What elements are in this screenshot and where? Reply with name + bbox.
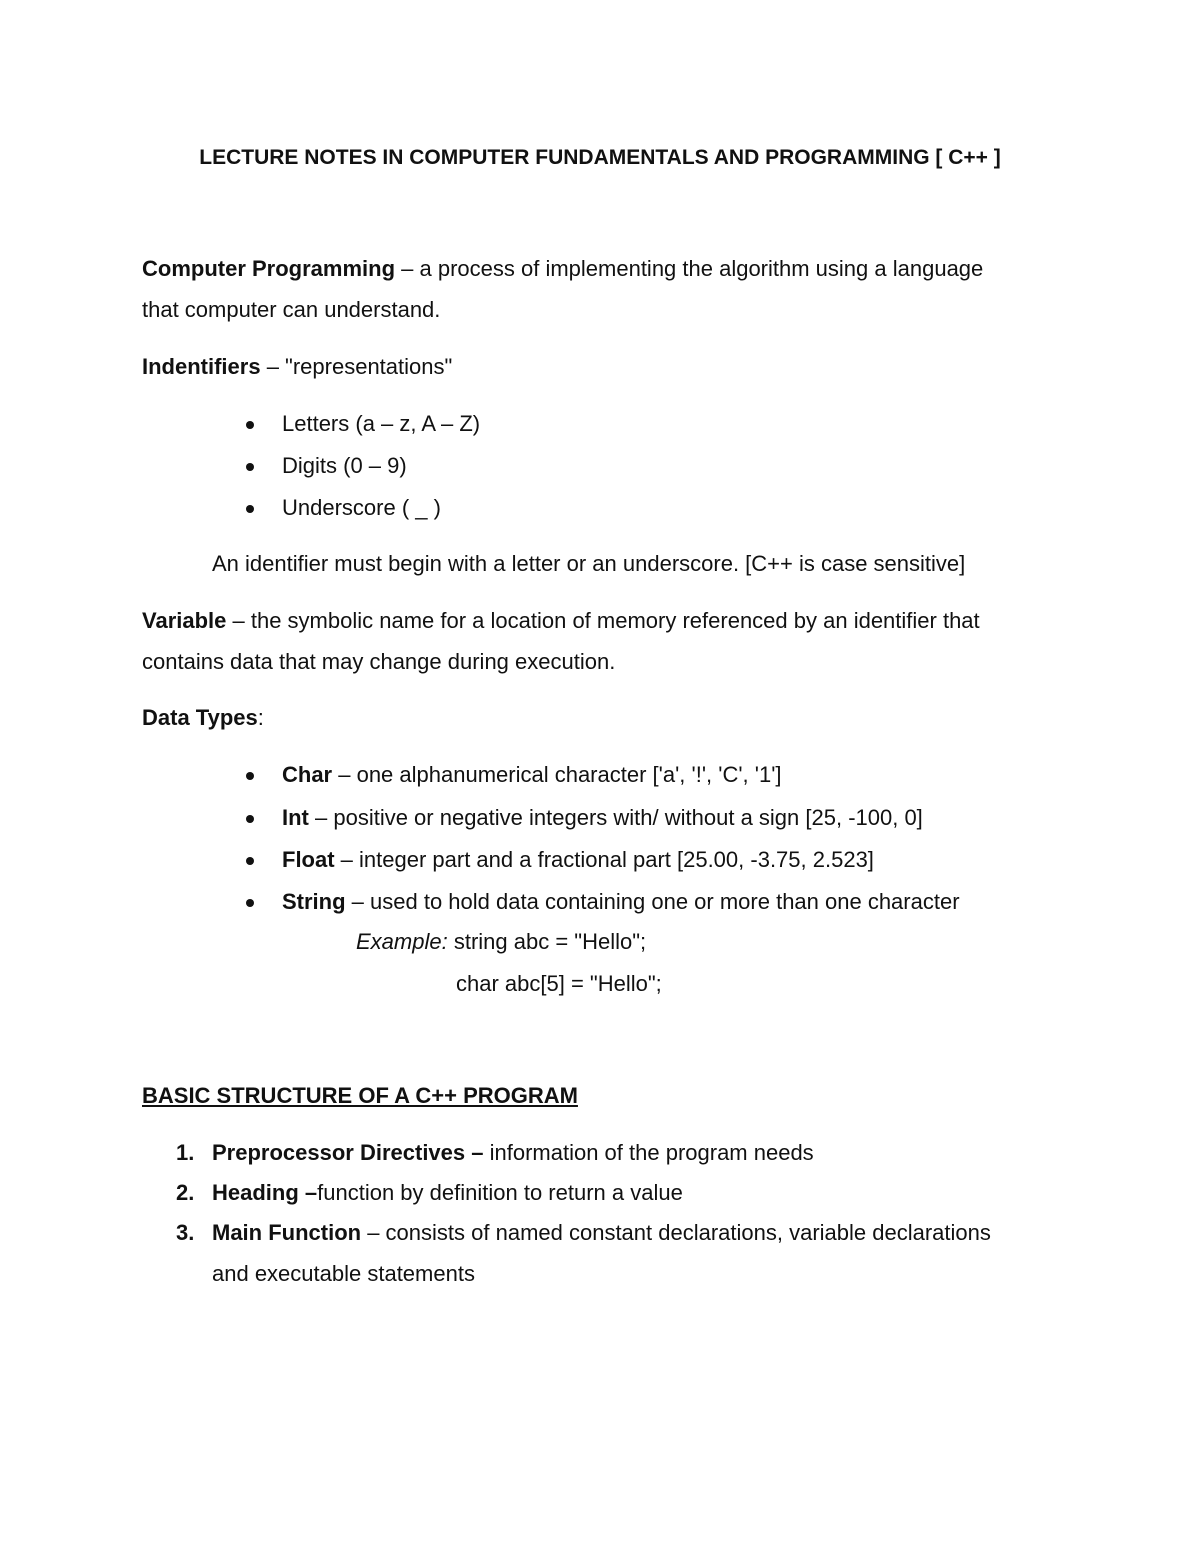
list-number: 2. [176,1180,195,1205]
example-line1 [356,931,646,953]
structure-item [212,1222,991,1244]
data-type-item [282,891,960,913]
example-code2: char abc[5] = "Hello"; [456,971,662,996]
identifiers-line [142,356,452,378]
data-type-desc: – one alphanumerical character ['a', '!', 'C', '1'] [332,762,782,787]
bullet-icon [246,505,254,513]
identifier-item: Letters (a – z, A – Z) [282,411,481,436]
data-type-term: Int [282,805,309,830]
data-type-desc: – used to hold data containing one or more than one character [345,889,960,914]
identifier-item: Underscore ( _ ) [282,495,441,520]
identifier-item: Digits (0 – 9) [282,453,407,478]
list-number: 1. [176,1140,195,1165]
bullet-icon [246,857,254,865]
page-title: LECTURE NOTES IN COMPUTER FUNDAMENTALS AND PROGRAMMING [ C++ ] [199,146,1001,169]
structure-term: Preprocessor Directives – [212,1140,484,1165]
bullet-icon [246,899,254,907]
example-label: Example: [356,929,448,954]
variable-def2: contains data that may change during execution. [142,649,616,674]
variable-line1 [142,610,980,632]
data-types-heading-line [142,707,264,729]
data-type-item [282,764,782,786]
structure-desc: information of the program needs [483,1140,814,1165]
bullet-icon [246,772,254,780]
computer-programming-def2: that computer can understand. [142,297,441,322]
basic-structure-heading: BASIC STRUCTURE OF A C++ PROGRAM [142,1083,578,1108]
identifiers-def: – "representations" [260,354,453,379]
computer-programming-def1: – a process of implementing the algorithm using a language [395,256,984,281]
identifiers-note: An identifier must begin with a letter or an underscore. [C++ is case sensitive] [212,551,966,576]
bullet-icon [246,421,254,429]
variable-def1: – the symbolic name for a location of memory referenced by an identifier that [226,608,980,633]
list-number: 3. [176,1220,195,1245]
computer-programming-term: Computer Programming [142,256,396,281]
variable-term: Variable [142,608,227,633]
computer-programming-line1 [142,258,983,280]
data-types-heading: Data Types [142,705,258,730]
structure-term: Main Function [212,1220,362,1245]
structure-term: Heading – [212,1180,318,1205]
data-type-item [282,807,923,829]
data-type-desc: – positive or negative integers with/ without a sign [25, -100, 0] [308,805,923,830]
data-type-term: String [282,889,346,914]
structure-desc: function by definition to return a value [317,1180,683,1205]
data-type-desc: – integer part and a fractional part [25.00, -3.75, 2.523] [334,847,874,872]
data-type-term: Char [282,762,333,787]
structure-item3-line2: and executable statements [212,1261,475,1286]
structure-item [212,1182,683,1204]
data-types-colon: : [257,705,264,730]
data-type-item [282,849,874,871]
bullet-icon [246,463,254,471]
bullet-icon [246,815,254,823]
structure-item [212,1142,814,1164]
identifiers-term: Indentifiers [142,354,261,379]
structure-desc: – consists of named constant declarations, variable declarations [361,1220,991,1245]
example-code1: string abc = "Hello"; [447,929,647,954]
data-type-term: Float [282,847,335,872]
